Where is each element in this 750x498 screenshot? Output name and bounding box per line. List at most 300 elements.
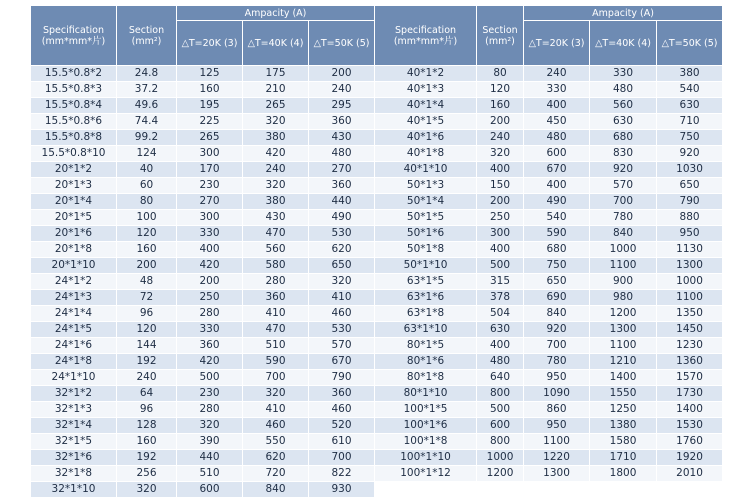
table-cell: 265 [243, 98, 309, 114]
header-ampacity-right [524, 6, 723, 21]
table-cell: 410 [243, 402, 309, 418]
table-cell: 280 [177, 306, 243, 322]
table-cell: 49.6 [117, 98, 177, 114]
table-cell: 150 [477, 178, 524, 194]
table-cell: 560 [243, 242, 309, 258]
table-cell: 710 [657, 114, 723, 130]
table-cell: 590 [243, 354, 309, 370]
table-cell: 144 [117, 338, 177, 354]
header-dt50-left: △T=50K (5) [309, 21, 375, 66]
table-cell: 780 [524, 354, 590, 370]
table-cell: 360 [177, 338, 243, 354]
table-cell: 32*1*6 [31, 450, 117, 466]
table-row [31, 434, 723, 450]
table-cell: 460 [243, 418, 309, 434]
table-cell: 120 [477, 82, 524, 98]
table-cell: 470 [243, 322, 309, 338]
header-section-label: Section (mm²) [128, 24, 165, 47]
table-row [31, 386, 723, 402]
table-cell: 1760 [657, 434, 723, 450]
table-row [31, 114, 723, 130]
table-cell: 200 [309, 66, 375, 82]
header-section-left [117, 6, 177, 66]
table-cell: 80*1*8 [375, 370, 477, 386]
header-ampacity-left [177, 6, 375, 21]
table-cell: 460 [309, 402, 375, 418]
table-cell: 900 [590, 274, 657, 290]
table-row [31, 226, 723, 242]
table-row [31, 146, 723, 162]
table-cell: 360 [309, 178, 375, 194]
table-row [31, 98, 723, 114]
table-row [31, 210, 723, 226]
table-cell: 1300 [590, 322, 657, 338]
table-cell: 124 [117, 146, 177, 162]
table-cell: 330 [177, 226, 243, 242]
table-cell: 50*1*3 [375, 178, 477, 194]
table-row [31, 162, 723, 178]
table-cell: 300 [177, 146, 243, 162]
table-cell: 1450 [657, 322, 723, 338]
table-cell: 32*1*10 [31, 482, 117, 498]
table-cell: 250 [177, 290, 243, 306]
table-cell: 24*1*6 [31, 338, 117, 354]
table-cell: 40*1*2 [375, 66, 477, 82]
table-cell: 1100 [590, 258, 657, 274]
table-cell: 320 [117, 482, 177, 498]
table-cell: 32*1*2 [31, 386, 117, 402]
header-dt20-right: △T=20K (3) [524, 21, 590, 66]
table-cell: 1400 [657, 402, 723, 418]
table-cell: 256 [117, 466, 177, 482]
table-cell: 1400 [590, 370, 657, 386]
table-cell: 380 [657, 66, 723, 82]
table-cell: 410 [243, 306, 309, 322]
table-cell [524, 482, 590, 498]
table-cell: 270 [177, 194, 243, 210]
table-cell: 510 [177, 466, 243, 482]
table-cell: 480 [524, 130, 590, 146]
ampacity-table-container [30, 5, 722, 498]
table-row [31, 482, 723, 498]
table-cell: 20*1*5 [31, 210, 117, 226]
table-cell: 378 [477, 290, 524, 306]
table-cell: 880 [657, 210, 723, 226]
table-row [31, 130, 723, 146]
table-cell: 300 [477, 226, 524, 242]
table-cell: 1100 [524, 434, 590, 450]
table-cell: 15.5*0.8*6 [31, 114, 117, 130]
table-cell: 80*1*5 [375, 338, 477, 354]
table-cell: 100 [117, 210, 177, 226]
table-cell: 790 [657, 194, 723, 210]
table-cell: 1710 [590, 450, 657, 466]
table-cell: 240 [309, 82, 375, 98]
table-cell: 74.4 [117, 114, 177, 130]
table-row [31, 66, 723, 82]
table-cell: 330 [177, 322, 243, 338]
table-cell [375, 482, 477, 498]
table-cell: 80*1*6 [375, 354, 477, 370]
table-cell: 490 [524, 194, 590, 210]
table-cell: 240 [524, 66, 590, 82]
table-cell: 128 [117, 418, 177, 434]
table-cell: 63*1*10 [375, 322, 477, 338]
table-cell: 1090 [524, 386, 590, 402]
table-cell: 32*1*8 [31, 466, 117, 482]
table-cell: 420 [243, 146, 309, 162]
table-cell: 650 [309, 258, 375, 274]
table-cell: 230 [177, 178, 243, 194]
table-cell: 620 [243, 450, 309, 466]
table-cell: 400 [524, 98, 590, 114]
table-cell: 580 [243, 258, 309, 274]
table-cell: 20*1*10 [31, 258, 117, 274]
table-cell: 32*1*5 [31, 434, 117, 450]
table-cell: 400 [477, 338, 524, 354]
table-cell: 400 [177, 242, 243, 258]
header-ampacity-label: Ampacity (A) [592, 7, 654, 19]
table-cell: 670 [309, 354, 375, 370]
table-cell: 1380 [590, 418, 657, 434]
table-cell: 510 [243, 338, 309, 354]
header-spec-label: Specification (mm*mm*片) [393, 24, 458, 47]
table-row [31, 82, 723, 98]
table-cell: 390 [177, 434, 243, 450]
table-cell: 680 [524, 242, 590, 258]
table-cell: 40*1*10 [375, 162, 477, 178]
table-cell: 295 [309, 98, 375, 114]
table-cell: 24.8 [117, 66, 177, 82]
table-body [31, 66, 723, 498]
table-cell: 590 [524, 226, 590, 242]
table-cell: 32*1*3 [31, 402, 117, 418]
table-cell: 230 [177, 386, 243, 402]
table-cell: 100*1*8 [375, 434, 477, 450]
header-dt50-right: △T=50K (5) [657, 21, 723, 66]
table-cell: 380 [243, 130, 309, 146]
table-cell: 630 [590, 114, 657, 130]
table-cell: 20*1*2 [31, 162, 117, 178]
table-row [31, 370, 723, 386]
table-cell: 600 [177, 482, 243, 498]
table-cell: 600 [524, 146, 590, 162]
table-row [31, 450, 723, 466]
table-cell: 700 [309, 450, 375, 466]
table-cell: 63*1*6 [375, 290, 477, 306]
table-cell: 950 [524, 418, 590, 434]
header-section-right [477, 6, 524, 66]
table-cell: 120 [117, 322, 177, 338]
header-spec-left [31, 6, 117, 66]
table-cell: 670 [524, 162, 590, 178]
table-cell: 20*1*6 [31, 226, 117, 242]
table-cell: 1570 [657, 370, 723, 386]
table-cell: 192 [117, 450, 177, 466]
table-cell: 640 [477, 370, 524, 386]
table-cell: 750 [657, 130, 723, 146]
table-cell: 600 [477, 418, 524, 434]
table-cell: 1920 [657, 450, 723, 466]
table-cell: 500 [477, 258, 524, 274]
table-cell: 540 [657, 82, 723, 98]
table-cell: 630 [477, 322, 524, 338]
table-cell: 60 [117, 178, 177, 194]
header-row-top [31, 6, 723, 21]
table-cell: 780 [590, 210, 657, 226]
table-cell: 96 [117, 306, 177, 322]
table-cell: 700 [243, 370, 309, 386]
header-dt40-right: △T=40K (4) [590, 21, 657, 66]
table-cell: 690 [524, 290, 590, 306]
table-cell: 950 [524, 370, 590, 386]
table-cell: 280 [177, 402, 243, 418]
table-cell: 520 [309, 418, 375, 434]
header-spec-label: Specification (mm*mm*片) [41, 24, 106, 47]
table-cell: 80*1*10 [375, 386, 477, 402]
table-row [31, 242, 723, 258]
table-cell: 80 [117, 194, 177, 210]
table-cell: 320 [243, 386, 309, 402]
table-cell: 1000 [657, 274, 723, 290]
table-cell: 40*1*3 [375, 82, 477, 98]
table-cell: 460 [309, 306, 375, 322]
table-cell: 490 [309, 210, 375, 226]
table-cell: 315 [477, 274, 524, 290]
table-cell: 200 [177, 274, 243, 290]
table-cell: 700 [524, 338, 590, 354]
table-row [31, 466, 723, 482]
table-cell: 240 [477, 130, 524, 146]
table-cell: 530 [309, 226, 375, 242]
table-cell [590, 482, 657, 498]
table-cell: 470 [243, 226, 309, 242]
table-cell: 830 [590, 146, 657, 162]
table-cell: 40*1*4 [375, 98, 477, 114]
table-cell: 860 [524, 402, 590, 418]
table-cell: 99.2 [117, 130, 177, 146]
table-cell: 1000 [477, 450, 524, 466]
table-cell: 1730 [657, 386, 723, 402]
table-row [31, 290, 723, 306]
table-cell: 410 [309, 290, 375, 306]
table-cell: 240 [243, 162, 309, 178]
table-row [31, 178, 723, 194]
table-cell: 15.5*0.8*2 [31, 66, 117, 82]
table-cell: 32*1*4 [31, 418, 117, 434]
table-cell: 1250 [590, 402, 657, 418]
table-cell: 330 [524, 82, 590, 98]
table-cell: 1220 [524, 450, 590, 466]
table-cell: 530 [309, 322, 375, 338]
table-cell: 570 [309, 338, 375, 354]
table-cell: 420 [177, 258, 243, 274]
table-cell: 48 [117, 274, 177, 290]
table-cell: 430 [243, 210, 309, 226]
table-cell: 210 [243, 82, 309, 98]
table-cell: 800 [477, 434, 524, 450]
table-cell: 840 [243, 482, 309, 498]
table-cell: 15.5*0.8*10 [31, 146, 117, 162]
table-cell: 72 [117, 290, 177, 306]
table-cell: 100*1*12 [375, 466, 477, 482]
table-cell: 50*1*8 [375, 242, 477, 258]
table-row [31, 418, 723, 434]
table-cell: 280 [243, 274, 309, 290]
table-cell: 160 [117, 434, 177, 450]
table-cell: 360 [309, 386, 375, 402]
table-row [31, 306, 723, 322]
table-cell: 37.2 [117, 82, 177, 98]
table-cell: 430 [309, 130, 375, 146]
ampacity-table [30, 5, 723, 498]
table-cell: 1100 [590, 338, 657, 354]
table-cell: 480 [590, 82, 657, 98]
table-cell: 400 [477, 162, 524, 178]
table-cell: 100*1*5 [375, 402, 477, 418]
table-row [31, 354, 723, 370]
table-cell: 980 [590, 290, 657, 306]
table-row [31, 274, 723, 290]
header-section-label: Section (mm²) [482, 24, 518, 47]
header-dt20-left: △T=20K (3) [177, 21, 243, 66]
table-cell: 50*1*10 [375, 258, 477, 274]
table-cell: 20*1*3 [31, 178, 117, 194]
table-cell: 160 [477, 98, 524, 114]
table-cell: 80 [477, 66, 524, 82]
table-cell: 930 [309, 482, 375, 498]
table-cell: 96 [117, 402, 177, 418]
table-cell: 480 [309, 146, 375, 162]
table-cell: 500 [177, 370, 243, 386]
table-cell: 250 [477, 210, 524, 226]
table-cell: 1000 [590, 242, 657, 258]
table-cell: 120 [117, 226, 177, 242]
table-cell: 1200 [477, 466, 524, 482]
table-cell: 24*1*10 [31, 370, 117, 386]
table-cell: 200 [477, 114, 524, 130]
table-cell: 680 [590, 130, 657, 146]
table-row [31, 258, 723, 274]
table-cell: 720 [243, 466, 309, 482]
table-cell: 24*1*4 [31, 306, 117, 322]
table-cell: 330 [590, 66, 657, 82]
table-cell: 20*1*4 [31, 194, 117, 210]
table-cell: 265 [177, 130, 243, 146]
table-cell: 1360 [657, 354, 723, 370]
table-cell: 24*1*5 [31, 322, 117, 338]
table-cell: 1800 [590, 466, 657, 482]
table-cell: 175 [243, 66, 309, 82]
table-row [31, 194, 723, 210]
table-cell: 63*1*8 [375, 306, 477, 322]
table-cell: 170 [177, 162, 243, 178]
table-cell: 480 [477, 354, 524, 370]
table-cell: 950 [657, 226, 723, 242]
table-cell: 360 [309, 114, 375, 130]
table-cell: 195 [177, 98, 243, 114]
table-cell: 620 [309, 242, 375, 258]
table-cell: 920 [657, 146, 723, 162]
table-cell: 15.5*0.8*8 [31, 130, 117, 146]
table-cell: 24*1*3 [31, 290, 117, 306]
table-cell: 1300 [524, 466, 590, 482]
table-cell: 125 [177, 66, 243, 82]
table-cell: 630 [657, 98, 723, 114]
table-cell: 420 [177, 354, 243, 370]
table-cell: 100*1*10 [375, 450, 477, 466]
table-cell: 840 [590, 226, 657, 242]
table-cell: 160 [117, 242, 177, 258]
table-cell: 540 [524, 210, 590, 226]
table-cell: 750 [524, 258, 590, 274]
table-cell: 504 [477, 306, 524, 322]
table-cell: 1030 [657, 162, 723, 178]
header-spec-right [375, 6, 477, 66]
table-cell: 320 [243, 178, 309, 194]
table-cell [657, 482, 723, 498]
header-ampacity-label: Ampacity (A) [244, 7, 307, 19]
table-cell: 822 [309, 466, 375, 482]
table-cell: 560 [590, 98, 657, 114]
table-cell: 1130 [657, 242, 723, 258]
table-cell: 570 [590, 178, 657, 194]
table-cell: 15.5*0.8*3 [31, 82, 117, 98]
table-row [31, 322, 723, 338]
table-cell: 1230 [657, 338, 723, 354]
table-cell: 1210 [590, 354, 657, 370]
table-cell: 200 [477, 194, 524, 210]
table-cell: 1350 [657, 306, 723, 322]
table-cell: 50*1*6 [375, 226, 477, 242]
table-cell: 40 [117, 162, 177, 178]
table-cell: 840 [524, 306, 590, 322]
table-cell: 450 [524, 114, 590, 130]
table-cell: 1580 [590, 434, 657, 450]
table-cell: 920 [524, 322, 590, 338]
table-cell: 20*1*8 [31, 242, 117, 258]
table-cell: 160 [177, 82, 243, 98]
table-row [31, 402, 723, 418]
table-cell: 15.5*0.8*4 [31, 98, 117, 114]
table-cell: 40*1*6 [375, 130, 477, 146]
table-cell: 225 [177, 114, 243, 130]
table-cell: 192 [117, 354, 177, 370]
table-cell: 1530 [657, 418, 723, 434]
table-cell: 300 [177, 210, 243, 226]
table-cell: 24*1*8 [31, 354, 117, 370]
table-cell: 790 [309, 370, 375, 386]
table-cell: 64 [117, 386, 177, 402]
table-cell: 50*1*5 [375, 210, 477, 226]
table-cell: 24*1*2 [31, 274, 117, 290]
table-cell: 500 [477, 402, 524, 418]
table-row [31, 338, 723, 354]
table-cell: 40*1*5 [375, 114, 477, 130]
table-cell: 400 [477, 242, 524, 258]
table-cell: 400 [524, 178, 590, 194]
table-cell: 50*1*4 [375, 194, 477, 210]
table-cell: 320 [477, 146, 524, 162]
table-cell: 240 [117, 370, 177, 386]
table-cell: 1200 [590, 306, 657, 322]
table-cell: 100*1*6 [375, 418, 477, 434]
table-cell: 270 [309, 162, 375, 178]
table-cell: 1550 [590, 386, 657, 402]
table-cell: 920 [590, 162, 657, 178]
table-cell: 380 [243, 194, 309, 210]
table-cell: 63*1*5 [375, 274, 477, 290]
